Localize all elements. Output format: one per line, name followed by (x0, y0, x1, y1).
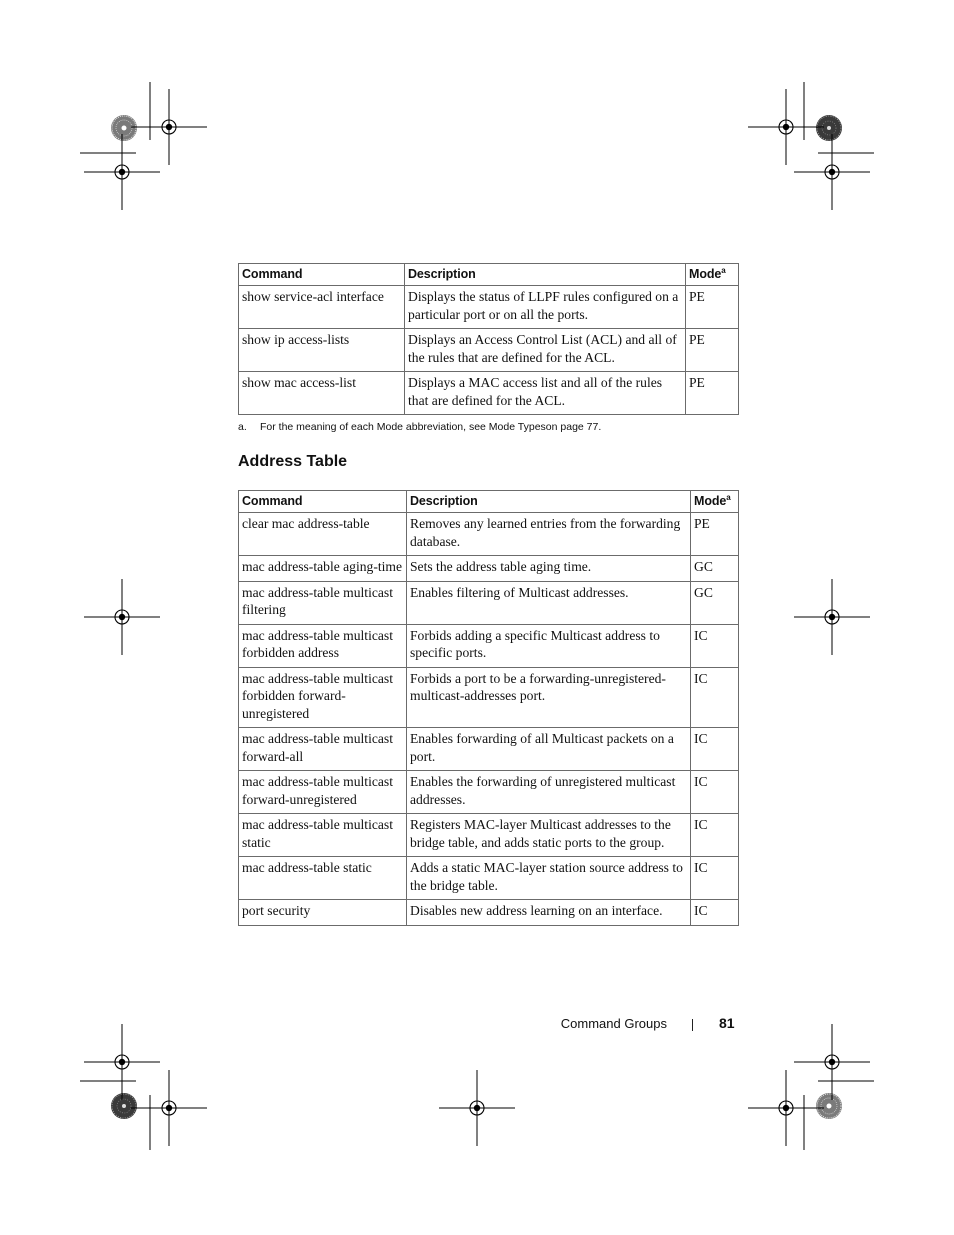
description-column-header: Description (405, 264, 686, 286)
table-row (239, 329, 739, 372)
mode-cell: IC (691, 814, 739, 857)
mode-header-label: Mode (694, 494, 727, 508)
mode-cell: IC (691, 857, 739, 900)
command-cell: mac address-table multicast forward-unregistered (239, 771, 407, 814)
mode-cell: PE (686, 329, 739, 372)
table-row (239, 513, 739, 556)
mode-cell: IC (691, 728, 739, 771)
description-cell: Displays the status of LLPF rules configured on a particular port or on all the ports. (405, 286, 686, 329)
acl-command-table (238, 263, 739, 415)
footer-section-title: Command Groups (560, 1016, 667, 1031)
description-column-header: Description (407, 491, 691, 513)
footnote-mark: a. (238, 421, 247, 433)
footnote-ref: a (726, 493, 731, 502)
description-cell: Enables the forwarding of unregistered multicast addresses. (407, 771, 691, 814)
command-cell: mac address-table multicast forbidden address (239, 624, 407, 667)
address-table-command-table (238, 490, 739, 926)
command-cell: clear mac address-table (239, 513, 407, 556)
description-cell: Adds a static MAC-layer station source address to the bridge table. (407, 857, 691, 900)
command-cell: mac address-table multicast forbidden forward-unregistered (239, 667, 407, 728)
command-cell: port security (239, 900, 407, 926)
table-header-row (239, 491, 739, 513)
command-cell: show ip access-lists (239, 329, 405, 372)
command-cell: mac address-table multicast forward-all (239, 728, 407, 771)
mode-column-header (686, 264, 739, 286)
description-cell: Sets the address table aging time. (407, 556, 691, 582)
mode-cell: GC (691, 581, 739, 624)
mode-cell: IC (691, 624, 739, 667)
description-cell: Displays a MAC access list and all of the rules that are defined for the ACL. (405, 372, 686, 415)
description-cell: Displays an Access Control List (ACL) and all of the rules that are defined for the ACL. (405, 329, 686, 372)
table-row (239, 581, 739, 624)
description-cell: Enables filtering of Multicast addresses. (407, 581, 691, 624)
table-row (239, 857, 739, 900)
mode-cell: PE (686, 286, 739, 329)
footnote-text: For the meaning of each Mode abbreviation, see Mode Typeson page 77. (260, 421, 602, 433)
command-cell: mac address-table multicast filtering (239, 581, 407, 624)
mode-cell: GC (691, 556, 739, 582)
description-cell: Disables new address learning on an interface. (407, 900, 691, 926)
mode-cell: IC (691, 900, 739, 926)
command-cell: show mac access-list (239, 372, 405, 415)
table-row (239, 556, 739, 582)
table-row (239, 286, 739, 329)
command-cell: mac address-table aging-time (239, 556, 407, 582)
table-row (239, 814, 739, 857)
description-cell: Enables forwarding of all Multicast packets on a port. (407, 728, 691, 771)
section-heading: Address Table (238, 453, 348, 470)
command-cell: mac address-table static (239, 857, 407, 900)
command-cell: show service-acl interface (239, 286, 405, 329)
mode-cell: PE (691, 513, 739, 556)
table-row (239, 900, 739, 926)
table-row (239, 667, 739, 728)
mode-cell: IC (691, 667, 739, 728)
command-column-header: Command (239, 491, 407, 513)
table-row (239, 771, 739, 814)
mode-column-header (691, 491, 739, 513)
command-cell: mac address-table multicast static (239, 814, 407, 857)
table-row (239, 624, 739, 667)
description-cell: Forbids adding a specific Multicast address to specific ports. (407, 624, 691, 667)
command-column-header: Command (239, 264, 405, 286)
table-row (239, 372, 739, 415)
description-cell: Forbids a port to be a forwarding-unregistered-multicast-addresses port. (407, 667, 691, 728)
description-cell: Removes any learned entries from the forwarding database. (407, 513, 691, 556)
footer-divider (692, 1019, 693, 1031)
mode-cell: PE (686, 372, 739, 415)
description-cell: Registers MAC-layer Multicast addresses to the bridge table, and adds static ports to the group. (407, 814, 691, 857)
table-footnote (238, 421, 601, 433)
mode-header-label: Mode (689, 267, 722, 281)
mode-cell: IC (691, 771, 739, 814)
table-header-row (239, 264, 739, 286)
page-number: 81 (719, 1015, 735, 1031)
footnote-ref: a (721, 266, 726, 275)
table-row (239, 728, 739, 771)
